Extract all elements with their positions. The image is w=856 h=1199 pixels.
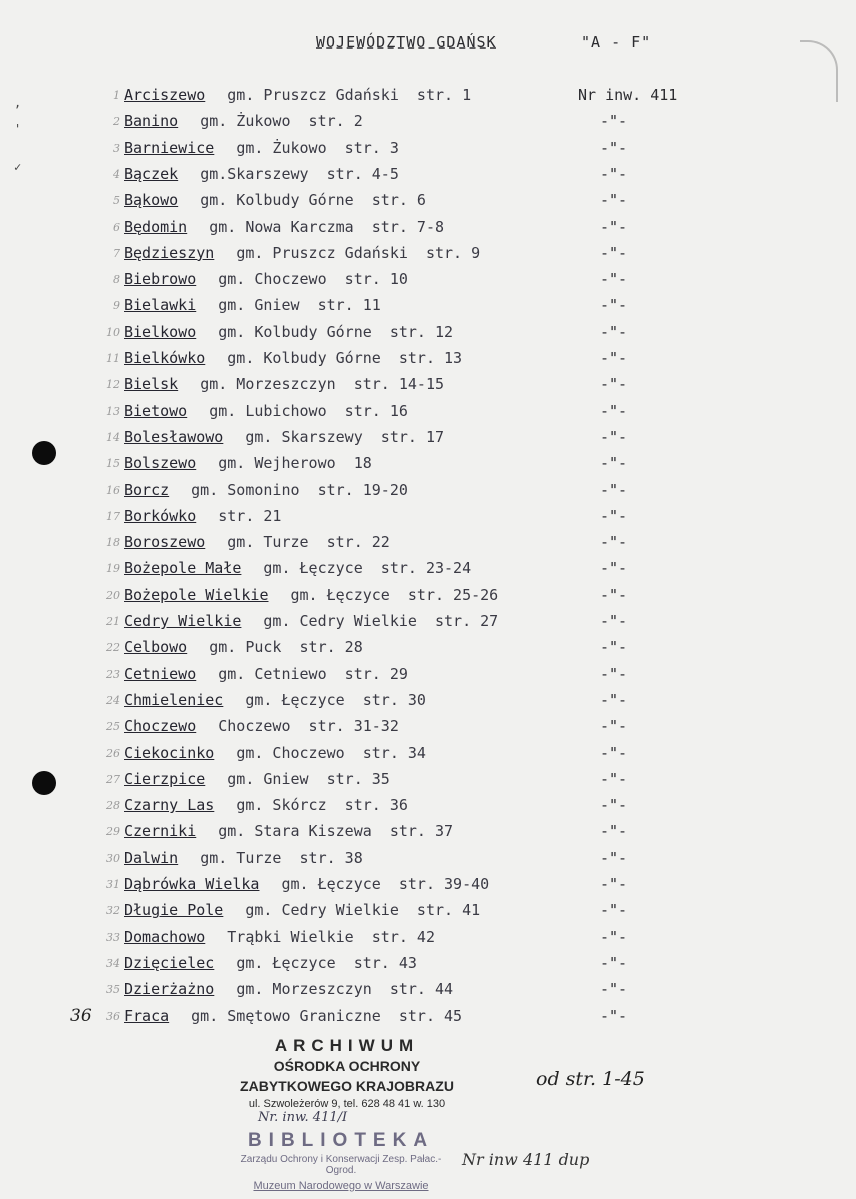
list-row (0, 165, 856, 191)
ditto-mark: -"- (600, 822, 628, 841)
margin-tick: ' (14, 122, 22, 136)
place-details: gm. Skarszewy str. 17 (245, 427, 445, 446)
list-row (0, 928, 856, 954)
ditto-mark: -"- (600, 1006, 628, 1025)
place-name: Bolesławowo (124, 427, 224, 446)
ditto-mark: -"- (600, 848, 628, 867)
place-name: Będomin (124, 217, 188, 236)
ditto-mark: -"- (600, 901, 628, 920)
list-row (0, 375, 856, 401)
place-details: gm. Kolbudy Górne str. 13 (227, 349, 463, 367)
place-name: Borkówko (124, 506, 197, 525)
place-details: gm. Kolbudy Górne str. 6 (200, 191, 426, 210)
list-row (0, 323, 856, 349)
header-title: WOJEWÓDZTWO GDAŃSK (316, 33, 497, 51)
list-row (0, 270, 856, 296)
ditto-mark: -"- (600, 112, 628, 131)
place-details: gm. Gniew str. 35 (227, 769, 390, 788)
list-row (0, 349, 856, 375)
place-name: Bietowo (124, 401, 188, 420)
list-row (0, 665, 856, 691)
place-details: Trąbki Wielkie str. 42 (227, 927, 435, 946)
ditto-mark: -"- (600, 769, 628, 788)
place-name: Barniewice (124, 138, 215, 157)
library-stamp (226, 1130, 456, 1192)
place-details: gm. Żukowo str. 2 (200, 112, 363, 131)
list-row (0, 612, 856, 638)
place-details: gm. Łęczyce str. 39-40 (281, 875, 490, 893)
handwritten-inventory-note: Nr. inw. 411/I (258, 1110, 348, 1125)
ditto-mark: -"- (600, 454, 628, 473)
row-number: 24 (106, 693, 120, 707)
ditto-mark: -"- (600, 664, 628, 683)
ditto-mark: -"- (600, 585, 628, 604)
place-name: Bielkówko (124, 349, 206, 367)
list-row (0, 822, 856, 848)
place-name: Dalwin (124, 848, 179, 867)
list-row (0, 744, 856, 770)
place-details: gm. Łęczyce str. 25-26 (290, 585, 499, 604)
ditto-mark: -"- (600, 138, 628, 157)
place-name: Cedry Wielkie (124, 612, 242, 630)
ditto-mark: -"- (600, 322, 628, 341)
place-name: Boroszewo (124, 533, 206, 552)
margin-tick: ✓ (14, 160, 22, 174)
ditto-mark: -"- (600, 243, 628, 262)
handwritten-side-number: 36 (70, 1006, 92, 1026)
list-row (0, 717, 856, 743)
list-row (0, 191, 856, 217)
row-number: 12 (106, 378, 120, 392)
row-number: 14 (106, 430, 120, 444)
place-name: Dzierżażno (124, 980, 215, 999)
place-name: Bąkowo (124, 191, 179, 210)
row-number: 2 (113, 115, 120, 129)
list-row (0, 901, 856, 927)
stamp-line-4: ul. Szwoleżerów 9, tel. 628 48 41 w. 130 (248, 1098, 446, 1110)
place-name: Bielawki (124, 296, 197, 315)
list-row (0, 454, 856, 480)
library-stamp-line-2: Zarządu Ochrony i Konserwacji Zesp. Pałac.-Ogrod. (240, 1154, 442, 1176)
place-name: Ciekocinko (124, 743, 215, 762)
header-range: "A - F" (581, 33, 652, 51)
row-number: 11 (106, 352, 120, 365)
place-details: gm. Choczewo str. 34 (236, 743, 426, 762)
row-number: 26 (106, 746, 120, 760)
place-name: Chmieleniec (124, 690, 224, 709)
row-number: 8 (113, 273, 120, 287)
list-row (0, 428, 856, 454)
row-number: 35 (106, 983, 120, 997)
place-details: gm. Somonino str. 19-20 (191, 480, 408, 499)
place-details: gm. Łęczyce str. 43 (236, 953, 417, 972)
list-row (0, 218, 856, 244)
ditto-mark: -"- (600, 875, 628, 893)
ditto-mark: -"- (600, 743, 628, 762)
row-number: 19 (106, 562, 120, 576)
place-details: gm. Choczewo str. 10 (218, 270, 408, 289)
ditto-mark: -"- (600, 690, 628, 709)
place-name: Dzięcielec (124, 953, 215, 972)
row-number: 5 (113, 194, 120, 208)
margin-tick: , (14, 96, 22, 110)
list-row (0, 507, 856, 533)
place-name: Bielsk (124, 375, 179, 394)
stamp-line-1: ARCHIWUM (274, 1036, 420, 1055)
ditto-mark: -"- (600, 375, 628, 394)
place-name: Choczewo (124, 717, 197, 736)
ditto-mark: -"- (600, 533, 628, 552)
ditto-mark: -"- (600, 638, 628, 657)
place-details: gm. Wejherowo 18 (218, 454, 372, 473)
list-row (0, 533, 856, 559)
row-number: 9 (113, 299, 120, 313)
row-number: 3 (113, 141, 120, 155)
place-details: gm. Kolbudy Górne str. 12 (218, 322, 454, 341)
row-number: 6 (113, 220, 120, 234)
ditto-mark: -"- (600, 559, 628, 578)
place-name: Bożepole Wielkie (124, 585, 269, 604)
list-row (0, 796, 856, 822)
ditto-mark: -"- (600, 612, 628, 630)
place-details: gm. Skórcz str. 36 (236, 796, 408, 815)
row-number: 33 (106, 930, 120, 944)
place-name: Bielkowo (124, 322, 197, 341)
place-name: Długie Pole (124, 901, 224, 920)
list-row (0, 875, 856, 901)
archive-stamp (222, 1036, 472, 1110)
place-details: gm. Turze str. 38 (200, 848, 363, 867)
place-details: gm. Cetniewo str. 29 (218, 664, 408, 683)
ditto-mark: -"- (600, 427, 628, 446)
row-number: 28 (106, 799, 120, 813)
place-details: gm.Skarszewy str. 4-5 (200, 164, 399, 183)
place-details: gm. Cedry Wielkie str. 41 (245, 901, 481, 920)
row-number: 36 (106, 1009, 120, 1023)
list-row (0, 559, 856, 585)
row-number: 4 (113, 167, 120, 181)
ditto-mark: Nr inw. 411 (578, 86, 678, 104)
ditto-mark: -"- (600, 927, 628, 946)
list-row (0, 849, 856, 875)
list-row (0, 586, 856, 612)
place-details: gm. Żukowo str. 3 (236, 138, 399, 157)
ditto-mark: -"- (600, 796, 628, 815)
row-number: 34 (106, 956, 120, 970)
ditto-mark: -"- (600, 191, 628, 210)
place-details: gm. Cedry Wielkie str. 27 (263, 612, 499, 630)
list-row (0, 954, 856, 980)
stamp-line-2: OŚRODKA OCHRONY (273, 1058, 421, 1074)
list-row (0, 980, 856, 1006)
ditto-mark: -"- (600, 506, 628, 525)
place-name: Celbowo (124, 638, 188, 657)
place-name: Czarny Las (124, 796, 215, 815)
row-number: 15 (106, 457, 120, 471)
list-row (0, 86, 856, 112)
place-details: gm. Pruszcz Gdański str. 1 (227, 86, 472, 104)
list-row (0, 1007, 856, 1033)
handwritten-inventory-bottom: Nr inw 411 dup (462, 1150, 590, 1169)
row-number: 21 (106, 615, 120, 628)
row-number: 30 (106, 851, 120, 865)
place-details: gm. Morzeszczyn str. 14-15 (200, 375, 445, 394)
list-row (0, 691, 856, 717)
place-details: gm. Pruszcz Gdański str. 9 (236, 243, 481, 262)
place-name: Dąbrówka Wielka (124, 875, 260, 893)
list-row (0, 112, 856, 138)
place-name: Cierzpice (124, 769, 206, 788)
place-details: gm. Gniew str. 11 (218, 296, 381, 315)
ditto-mark: -"- (600, 401, 628, 420)
place-details: gm. Turze str. 22 (227, 533, 390, 552)
place-details: Choczewo str. 31-32 (218, 717, 399, 736)
ditto-mark: -"- (600, 980, 628, 999)
place-details: gm. Puck str. 28 (209, 638, 363, 657)
row-number: 29 (106, 825, 120, 839)
place-details: gm. Łęczyce str. 23-24 (263, 559, 472, 578)
place-name: Fraca (124, 1006, 170, 1025)
page-header (316, 33, 652, 51)
ditto-mark: -"- (600, 270, 628, 289)
row-number: 13 (106, 404, 120, 418)
handwritten-range-note: od str. 1-45 (536, 1068, 645, 1090)
row-number: 20 (106, 588, 120, 602)
row-number: 18 (106, 536, 120, 550)
place-name: Arciszewo (124, 86, 206, 104)
row-number: 17 (106, 509, 120, 523)
place-name: Będzieszyn (124, 243, 215, 262)
stamp-line-3: ZABYTKOWEGO KRAJOBRAZU (240, 1078, 454, 1094)
place-details: gm. Morzeszczyn str. 44 (236, 980, 454, 999)
row-number: 7 (113, 246, 120, 260)
place-details: gm. Smętowo Graniczne str. 45 (191, 1006, 463, 1025)
row-number: 25 (106, 720, 120, 734)
row-number: 10 (106, 325, 120, 339)
ditto-mark: -"- (600, 217, 628, 236)
ditto-mark: -"- (600, 480, 628, 499)
place-details: gm. Nowa Karczma str. 7-8 (209, 217, 445, 236)
ditto-mark: -"- (600, 349, 628, 367)
place-name: Domachowo (124, 927, 206, 946)
place-name: Bączek (124, 164, 179, 183)
ditto-mark: -"- (600, 953, 628, 972)
list-row (0, 770, 856, 796)
ditto-mark: -"- (600, 717, 628, 736)
list-row (0, 139, 856, 165)
row-number: 27 (106, 772, 120, 786)
place-details: str. 21 (218, 506, 282, 525)
row-number: 22 (106, 641, 120, 655)
list-row (0, 402, 856, 428)
place-name: Czerniki (124, 822, 197, 841)
row-number: 16 (106, 483, 120, 497)
place-name: Bolszewo (124, 454, 197, 473)
place-details: gm. Łęczyce str. 30 (245, 690, 426, 709)
library-stamp-line-1: BIBLIOTEKA (247, 1130, 435, 1151)
row-number: 1 (113, 89, 120, 102)
row-number: 23 (106, 667, 120, 681)
ditto-mark: -"- (600, 296, 628, 315)
ditto-mark: -"- (600, 164, 628, 183)
list-row (0, 638, 856, 664)
row-number: 32 (106, 904, 120, 918)
library-stamp-line-3: Muzeum Narodowego w Warszawie (253, 1180, 429, 1192)
place-details: gm. Stara Kiszewa str. 37 (218, 822, 454, 841)
place-name: Bożepole Małe (124, 559, 242, 578)
place-name: Biebrowo (124, 270, 197, 289)
list-row (0, 244, 856, 270)
list-row (0, 481, 856, 507)
place-name: Banino (124, 112, 179, 131)
row-number: 31 (106, 878, 120, 891)
list-row (0, 296, 856, 322)
place-name: Cetniewo (124, 664, 197, 683)
place-name: Borcz (124, 480, 170, 499)
place-details: gm. Lubichowo str. 16 (209, 401, 408, 420)
